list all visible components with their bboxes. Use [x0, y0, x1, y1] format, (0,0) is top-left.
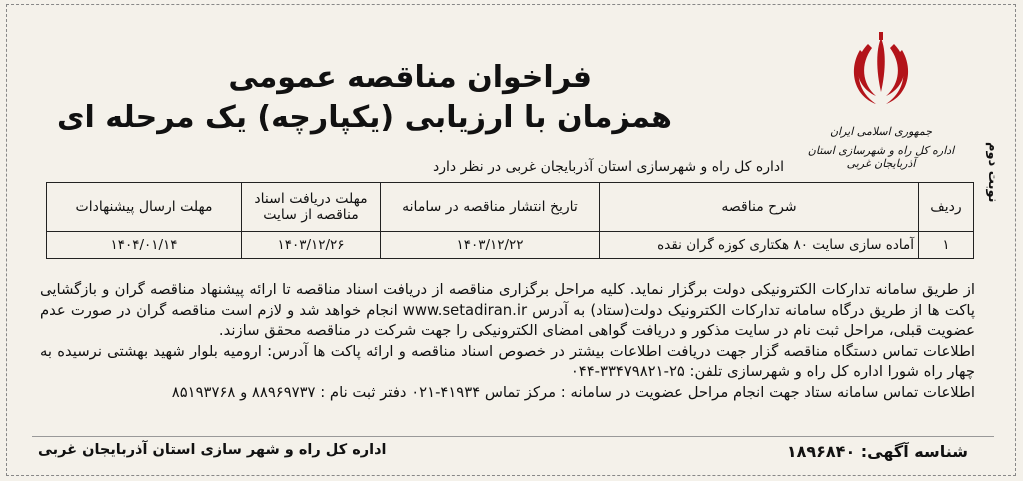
- cell-description: آماده سازی سایت ۸۰ هکتاری کوزه گران نقده: [600, 232, 919, 259]
- tender-table: [46, 182, 974, 259]
- body-paragraph-2: اطلاعات تماس دستگاه مناقصه گزار جهت دریافت اطلاعات بیشتر در خصوص اسناد مناقصه و ارائه پاکت ها آدرس: ارومیه بلوار شهید بهشتی نرسیده به چهار راه شورا اداره کل راه و شهرسازی تلفن: ۲۵-۳۳۴۷۹۸۲۱-۰۴۴: [40, 342, 975, 380]
- cell-bid-deadline: ۱۴۰۴/۰۱/۱۴: [47, 232, 242, 259]
- col-bid-deadline: مهلت ارسال پیشنهادات: [47, 183, 242, 232]
- col-row-no: ردیف: [919, 183, 974, 232]
- iran-emblem-icon: [846, 30, 916, 120]
- body-text: [40, 280, 975, 403]
- seal: [786, 30, 976, 190]
- body-paragraph-1: از طریق سامانه تدارکات الکترونیکی دولت برگزار نماید. کلیه مراحل برگزاری مناقصه از دریافت اسناد مناقصه تا ارائه پیشنهاد مناقصه گران و بازگشایی پاکت ها از طریق درگاه سامانه تدارکات الکترونیک دولت(ستاد) به آدرس www.setadiran.ir انجام خواهد شد و لازم است مناقصه گران در صورت عدم عضویت قبلی، مراحل ثبت نام در سایت مذکور و دریافت گواهی امضای الکترونیکی را جهت شرکت در مناقصه محقق سازند.: [40, 281, 975, 339]
- ad-id: شناسه آگهی: ۱۸۹۶۸۴۰: [786, 442, 968, 461]
- round-label: نوبت دوم: [985, 142, 1000, 203]
- seal-country: جمهوری اسلامی ایران: [829, 125, 933, 138]
- col-doc-deadline: مهلت دریافت اسناد مناقصه از سایت: [242, 183, 381, 232]
- intro-text: اداره کل راه و شهرسازی استان آذربایجان غربی در نظر دارد: [433, 159, 784, 175]
- tender-ad: [32, 22, 1000, 470]
- table-row: [47, 232, 974, 259]
- cell-row-no: ۱: [919, 232, 974, 259]
- page-title: فراخوان مناقصه عمومی: [228, 60, 592, 95]
- cell-doc-deadline: ۱۴۰۳/۱۲/۲۶: [242, 232, 381, 259]
- table-header-row: [47, 183, 974, 232]
- body-paragraph-3: اطلاعات تماس سامانه ستاد جهت انجام مراحل عضویت در سامانه : مرکز تماس ۴۱۹۳۴-۰۲۱ دفتر ثبت نام : ۸۸۹۶۹۷۳۷ و ۸۵۱۹۳۷۶۸: [171, 383, 975, 401]
- col-publish-date: تاریخ انتشار مناقصه در سامانه: [381, 183, 600, 232]
- signature: اداره کل راه و شهر سازی استان آذربایجان غربی: [38, 442, 387, 458]
- col-description: شرح مناقصه: [600, 183, 919, 232]
- divider: [32, 436, 994, 437]
- page-subtitle: همزمان با ارزیابی (یکپارچه) یک مرحله ای: [57, 100, 672, 135]
- cell-publish-date: ۱۴۰۳/۱۲/۲۲: [381, 232, 600, 259]
- seal-office: اداره کل راه و شهرسازی استان آذربایجان غربی: [807, 144, 955, 170]
